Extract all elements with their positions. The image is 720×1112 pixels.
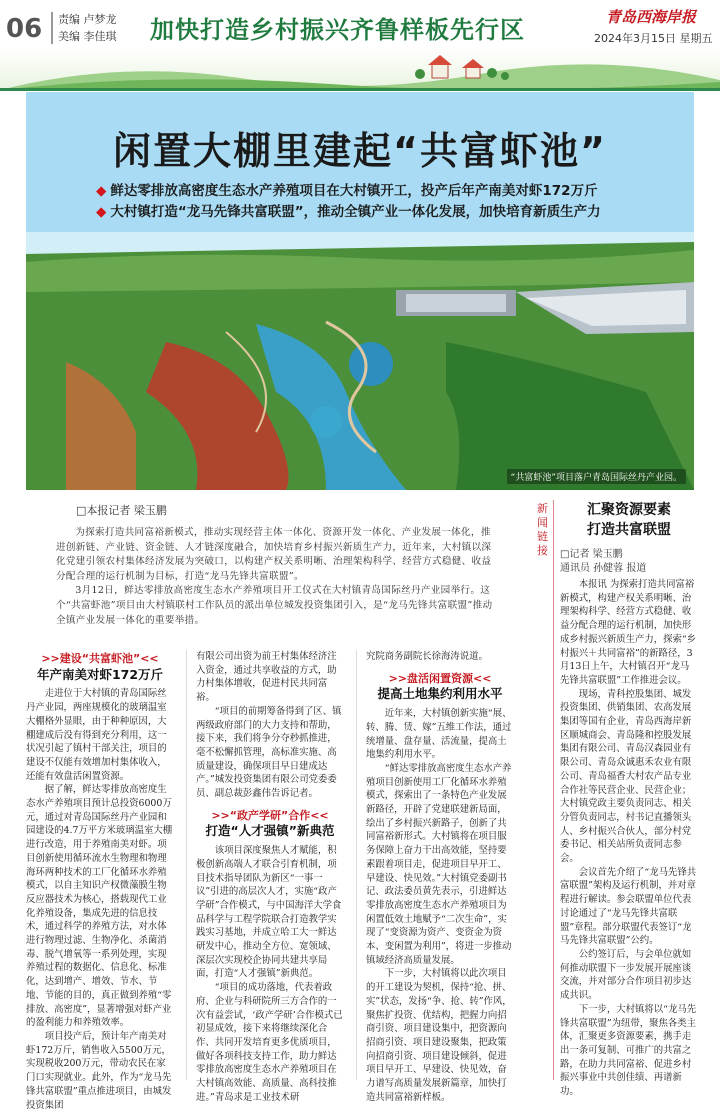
deck-text-1: 鲜达零排放高密度生态水产养殖项目在大村镇开工，投产后年产南美对虾172万斤 [110,183,598,199]
header-rule [0,88,720,91]
page-number: 06 [6,14,43,44]
body-paragraph: 下一步，大村镇将以此次项目的开工建设为契机，保持“抢、拼、实”状态，发扬“争、抢、转”作风，聚焦扩投资、优结构，把握力向招商引资、项目建设集中，把资源向招商引资、项目建设聚集，把政策向招商引资、项目建设倾斜，促进项目早开工、早建设、快见效，奋力谱写高质量发展新篇章，加快打造共同富裕新样板。 [366,968,512,1103]
headline: 闲置大棚里建起“共富虾池” [113,129,607,173]
sidebar-title [560,500,698,540]
diamond-bullet-icon: ◆ [96,204,107,220]
news-link-sidebar [560,500,698,1099]
article-column-2 [196,650,344,1105]
sidebar-divider [553,500,554,1080]
sidebar-byline-correspondent: 通讯员 孙健蓉 报道 [560,563,647,574]
page-number-divider [51,12,53,44]
body-paragraph: “鲜达零排放高密度生态水产养殖项目创新使用工厂化循环水养殖模式，探索出了一条特色产业发展新路径，开辟了党建联建新局面，绘出了乡村振兴新路子，创新了共同富裕新形式。大村镇将在项目服务保障上奋力干出高效能，坚持要素跟着项目走，促进项目早开工、早建设、快见效。”大村镇党委副书记、政法委员黄先表示，引进鲜达零排放高密度生态水产养殖项目为闲置低效土地赋予“二次生命”，实现了“变资源为资产、变资金为资本、变闲置为利用”，将进一步推动镇域经济高质量发展。 [366,762,512,966]
subhead-1 [26,652,174,681]
body-paragraph: “项目的成功落地，代表着政府、企业与科研院所三方合作的一次有益尝试，‘政产学研’合作模式已初显成效，接下来将继续深化合作、共同开发培育更多优质项目，做好各项科技支持工作，助力鲜达零排放高密度生态水产养殖项目在大村镇高效能、高质量、高科技推进。”青岛求是工业技术研 [196,982,343,1103]
lead-paragraph: 3月12日，鲜达零排放高密度生态水产养殖项目开工仪式在大村镇青岛国际丝丹产业园举行。这个“共富虾池”项目由大村镇联村工作队员的派出单位城发投资集团引入，是“龙马先锋共富联盟”推动全镇产业发展一体化的重要举措。 [56,585,493,626]
paper-masthead: 青岛西海岸报 [606,8,697,26]
sidebar-paragraph: 下一步，大村镇将以“龙马先锋共富联盟”为纽带，聚焦各类主体，汇聚更多资源要素，携手走出一条可复制、可推广的共富之路，在助力共同富裕、促进乡村振兴事业中共创佳绩、再谱新功。 [560,1003,697,1098]
lead-paragraph: 为探索打造共同富裕新模式，推动实现经营主体一体化、资源开发一体化、产业发展一体化，推进创新链、产业链、资金链、人才链深度融合，加快培育乡村振兴新质生产力，近年来，大村镇以深化党建引领农村集体经济发展为突破口，以构建产权关系明晰、治理架构科学、经营方式稳健、收益分配合理的运行机制为目标，打造“龙马先锋共富联盟”。 [56,527,492,582]
sidebar-byline-reporter: □记者 梁玉鹏 [560,549,623,560]
body-paragraph: 走进位于大村镇的青岛国际丝丹产业园，两座规模化的玻璃温室大棚格外显眼，由于种种原因，大棚建成后没有得到充分利用，这一状况引起了镇村干部关注，项目的建设不仅能有效增加村集体收入，还能有效盘活闲置资源。 [26,688,167,782]
editor-line: 责编 卢梦龙 [58,13,117,26]
deck-text-2: 大村镇打造“龙马先锋共富联盟”，推动全镇产业一体化发展，加快培育新质生产力 [110,204,601,220]
sidebar-body [560,578,698,1099]
body-paragraph: 该项目深度聚焦人才赋能，积极创新高端人才联合引育机制，项目技术指导团队为新区“一事一议”引进的高层次人才，实施“政产学研”合作模式，与中国海洋大学食品科学与工程学院联合打造教学实践实习基地，并成立哈工大一鲜达研发中心，推动全方位、宽领域、深层次实现校企协同共建共享局面，打造“人才强镇”新典范。 [196,845,342,980]
page-header [0,0,720,88]
sidebar-title-line-1: 汇聚资源要素 [587,502,671,518]
article-column-1 [26,650,174,1112]
sidebar-paragraph: 现场，青科控股集团、城发投资集团、供销集团、农高发展集团等国有企业，青岛西海岸新区顺城商会、青岛隆和控股发展集团有限公司、青岛汉森园业有限公司、青岛众诚惠禾农业有限公司、青岛福香大村农产品专业合作社等民营企业、民营企业；大村镇党政主要负责同志、相关分管负责同志，村书记直播领头人、乡村振兴合伙人，部分村党委书记、相关站所负责同志参会。 [560,688,692,865]
article-column-3 [366,650,514,1105]
hills-illustration-icon [0,50,720,90]
body-paragraph: 近年来，大村镇创新实施“展、转、腾、赁、嫁”五维工作法，通过统增量、盘存量、活流量，提高土地集约利用水平。 [366,708,512,761]
section-title: 加快打造乡村振兴齐鲁样板先行区 [150,16,525,44]
subhead-kicker: >>建设“共富虾池”<< [41,652,159,665]
body-paragraph: 项目投产后，预计年产南美对虾172万斤，销售收入5500万元，实现税收200万元，带动农民在家门口实现就业。此外，作为“龙马先锋共富联盟”重点推进项目，由城发投资集团 [26,1030,172,1111]
deck-line-1 [96,179,598,199]
column-rule [356,650,357,1080]
deck-line-2 [96,200,601,220]
column-rule [186,650,187,1080]
subhead-2 [196,809,344,838]
sidebar-paragraph: 本报讯 为探索打造共同富裕新模式，构建产权关系明晰、治理架构科学、经营方式稳健、收益分配合理的运行机制，加快形成乡村振兴新质生产力，探索“乡村振兴＋共同富裕”的新路径，3月13日上午，大村镇召开“龙马先锋共富联盟”工作推进会议。 [560,579,697,686]
sidebar-paragraph: 会议首先介绍了“龙马先锋共富联盟”架构及运行机制，并对章程进行解读。参会联盟单位代表讨论通过了“龙马先锋共富联盟”章程。部分联盟代表签订“龙马先锋共富联盟”公约。 [560,866,697,947]
subhead-title: 提高土地集约利用水平 [377,686,503,702]
editor-credits [58,11,117,45]
designer-line: 美编 李佳琪 [58,30,117,43]
subhead-kicker: >>盘活闲置资源<< [388,671,492,685]
issue-date: 2024年3月15日 星期五 [594,32,713,45]
diamond-bullet-icon: ◆ [96,183,107,199]
photo-caption: “共富虾池”项目落户青岛国际丝丹产业园。 [507,469,686,484]
sidebar-byline [560,548,698,576]
article-lead [56,526,500,628]
hero-photo [26,92,694,490]
subhead-kicker: >>“政产学研”合作<< [211,808,329,822]
body-paragraph: 据了解，鲜达零排放高密度生态水产养殖项目预计总投资6000万元，通过对青岛国际丝丹产业园和园建设的4.7万平方米玻璃温室大棚进行改造，用于养殖南美对虾。项目创新使用循环流水生物理和物理海环两种技术的工厂化循环水养殖模式，以自主知识产权微藻膜生物反应器技术为核心，搭载现代工业化养殖设备，集成先进的信息技术，通过科学的养殖方法，对水体进行物理过滤、生物净化、杀菌消毒、脱气增氧等一系列处理，实现养殖过程的数据化、信息化、标准化，达到增产、增效、节水、节地、节能的目的，真正做到养殖“零排放、高密度”，显著增强对虾产业的盈利能力和养殖效率。 [26,784,173,1029]
news-link-tag: 新闻链接 [537,502,548,557]
sidebar-title-line-2: 打造共富联盟 [587,522,671,538]
subhead-title: 年产南美对虾172万斤 [36,666,164,682]
body-paragraph: “项目的前期筹备得到了区、镇两级政府部门的大力支持和帮助，接下来，我们将争分夺秒抓推进，毫不松懈抓管理，高标准实施、高质量建设，确保项目早日建成达产。”城发投资集团有限公司党委委员、副总裁彭鑫伟告诉记者。 [196,705,342,800]
subhead-3 [366,672,514,701]
article-byline: □本报记者 梁玉鹏 [76,504,167,517]
sidebar-paragraph: 公约签订后，与会单位就如何推动联盟下一步发展开展座谈交流，并对部分合作项目初步达成共识。 [560,948,692,1002]
house-icon [428,55,484,78]
subhead-title: 打造“人才强镇”新典范 [205,823,335,839]
body-paragraph: 究院商务副院长徐海涛说道。 [366,651,488,662]
body-paragraph: 有限公司出资为前王村集体经济注入资金，通过共享收益的方式，助力村集体增收，促进村民共同富裕。 [196,651,337,704]
